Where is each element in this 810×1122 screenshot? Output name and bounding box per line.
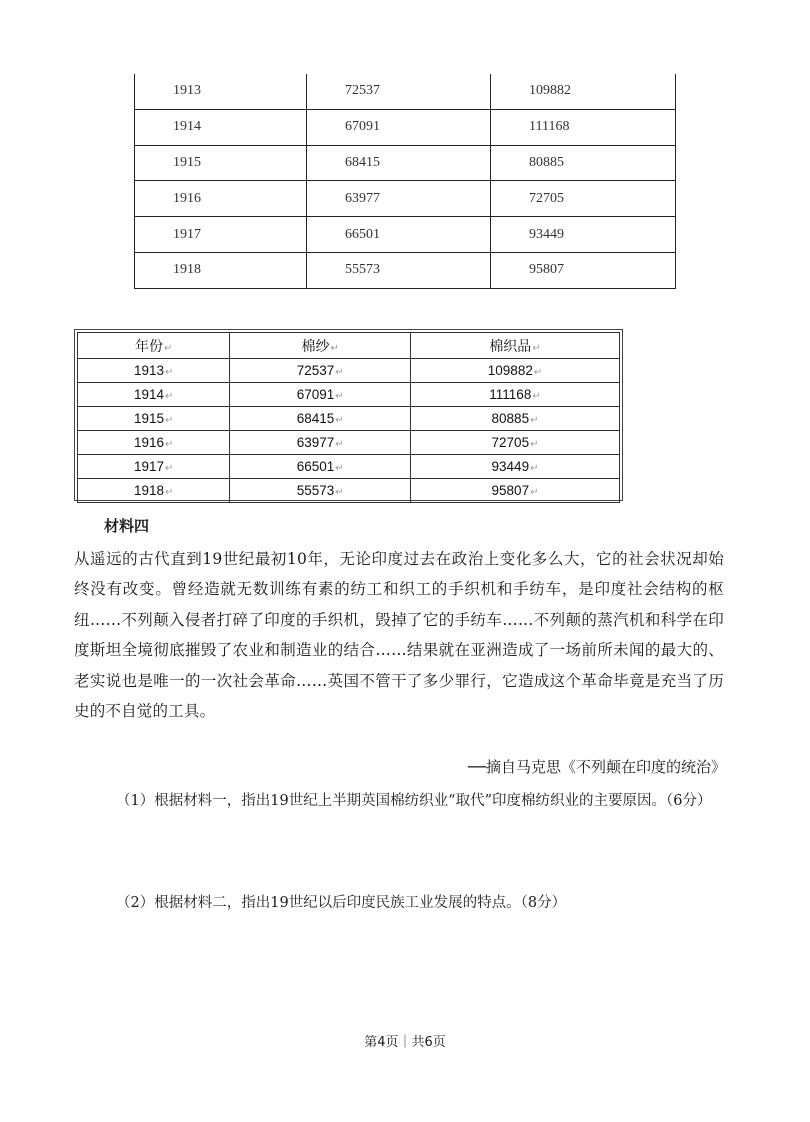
table-cell-value: 72705 bbox=[491, 435, 530, 450]
table-cell bbox=[78, 359, 230, 383]
table-cell bbox=[78, 455, 230, 479]
table-cell-value: 1916 bbox=[133, 435, 165, 450]
paragraph-mark-icon: ↵ bbox=[330, 342, 339, 354]
table-cell bbox=[78, 407, 230, 431]
table-cell-value: 67091 bbox=[296, 387, 335, 402]
paragraph-mark-icon: ↵ bbox=[163, 342, 173, 354]
table-row bbox=[135, 217, 676, 253]
table-cell: 95807 bbox=[491, 252, 676, 288]
table-cell: 1915 bbox=[135, 145, 307, 181]
table-row bbox=[135, 74, 676, 109]
table-cell bbox=[230, 455, 411, 479]
table-cell bbox=[78, 479, 230, 503]
cotton-data-table-2-frame bbox=[74, 329, 623, 501]
table-header-label: 棉纱 bbox=[301, 337, 330, 354]
table-cell-value: 63977 bbox=[296, 435, 335, 450]
page-footer: 第4页｜共6页 bbox=[364, 1035, 446, 1050]
table-header-cell bbox=[230, 333, 411, 359]
table-cell bbox=[230, 407, 411, 431]
table-cell: 1913 bbox=[135, 74, 307, 109]
table-cell-value: 1918 bbox=[133, 483, 165, 498]
table-cell-value: 72537 bbox=[296, 363, 335, 378]
table-cell bbox=[78, 383, 230, 407]
paragraph-mark-icon: ↵ bbox=[532, 342, 541, 354]
paragraph-mark-icon: ↵ bbox=[165, 367, 174, 378]
table-row bbox=[135, 145, 676, 181]
paragraph-mark-icon: ↵ bbox=[165, 391, 174, 402]
table-cell: 72537 bbox=[307, 74, 491, 109]
table-row bbox=[135, 181, 676, 217]
table-cell: 55573 bbox=[307, 252, 491, 288]
table-cell-value: 1917 bbox=[133, 459, 165, 474]
table-cell bbox=[230, 359, 411, 383]
paragraph-mark-icon: ↵ bbox=[532, 391, 541, 402]
table-cell-value: 95807 bbox=[491, 483, 530, 498]
paragraph-mark-icon: ↵ bbox=[335, 439, 344, 450]
table-cell: 66501 bbox=[307, 217, 491, 253]
paragraph-mark-icon: ↵ bbox=[335, 391, 344, 402]
table-cell: 80885 bbox=[491, 145, 676, 181]
table-cell-value: 1913 bbox=[133, 363, 165, 378]
table-cell bbox=[411, 383, 620, 407]
paragraph-mark-icon: ↵ bbox=[165, 439, 174, 450]
material-four-text: 从遥远的古代直到19世纪最初10年，无论印度过去在政治上变化多么大，它的社会状况却始终没有改变。曾经造就无数训练有素的纺工和织工的手织机和手纺车，是印度社会结构的枢纽……不列颠入侵者打碎了印度的手织机，毁掉了它的手纺车……不列颠的蒸汽机和科学在印度斯坦全境彻底摧毁了农业和制造业的结合……结果就在亚洲造成了一场前所未闻的最大的、老实说也是唯一的一次社会革命……英国不管干了多少罪行，它造成这个革命毕竟是充当了历史的不自觉的工具。 bbox=[74, 550, 724, 721]
paragraph-mark-icon: ↵ bbox=[335, 415, 344, 426]
paragraph-mark-icon: ↵ bbox=[165, 415, 174, 426]
table-cell-value: 1915 bbox=[133, 411, 165, 426]
table-cell bbox=[411, 431, 620, 455]
material-four-title: 材料四 bbox=[104, 517, 150, 535]
table-cell bbox=[411, 479, 620, 503]
table-cell-value: 55573 bbox=[296, 483, 335, 498]
table-row bbox=[78, 359, 620, 383]
paragraph-mark-icon: ↵ bbox=[165, 487, 174, 498]
table-cell-value: 66501 bbox=[296, 459, 335, 474]
table-cell-value: 93449 bbox=[491, 459, 530, 474]
paragraph-mark-icon: ↵ bbox=[165, 463, 174, 474]
table-row bbox=[78, 455, 620, 479]
table-header-label: 棉织品 bbox=[489, 337, 532, 354]
table-row bbox=[78, 407, 620, 431]
table-row bbox=[78, 383, 620, 407]
table-cell bbox=[230, 479, 411, 503]
table-cell: 63977 bbox=[307, 181, 491, 217]
table-cell-value: 111168 bbox=[489, 387, 532, 402]
table-header-cell bbox=[411, 333, 620, 359]
table-cell: 72705 bbox=[491, 181, 676, 217]
table-cell: 68415 bbox=[307, 145, 491, 181]
paragraph-mark-icon: ↵ bbox=[335, 463, 344, 474]
table-cell: 111168 bbox=[491, 109, 676, 145]
table-cell bbox=[78, 431, 230, 455]
table-cell bbox=[230, 383, 411, 407]
question-2: （2）根据材料二，指出19世纪以后印度民族工业发展的特点。（8分） bbox=[116, 895, 567, 911]
table-cell bbox=[411, 407, 620, 431]
paragraph-mark-icon: ↵ bbox=[530, 487, 539, 498]
table-cell bbox=[411, 455, 620, 479]
table-header-label: 年份 bbox=[134, 337, 163, 354]
table-cell: 1914 bbox=[135, 109, 307, 145]
material-four-source: ──摘自马克思《不列颠在印度的统治》 bbox=[467, 758, 726, 776]
question-1: （1）根据材料一，指出19世纪上半期英国棉纺织业“取代”印度棉纺织业的主要原因。（6分） bbox=[116, 793, 712, 809]
table-row bbox=[135, 109, 676, 145]
cotton-data-table-1 bbox=[134, 74, 676, 289]
table-row bbox=[78, 479, 620, 503]
table-cell bbox=[230, 431, 411, 455]
table-cell bbox=[411, 359, 620, 383]
table-cell: 1918 bbox=[135, 252, 307, 288]
paragraph-mark-icon: ↵ bbox=[530, 439, 539, 450]
paragraph-mark-icon: ↵ bbox=[530, 415, 539, 426]
table-cell-value: 80885 bbox=[491, 411, 530, 426]
table-cell: 1916 bbox=[135, 181, 307, 217]
table-cell: 1917 bbox=[135, 217, 307, 253]
table-cell-value: 1914 bbox=[133, 387, 165, 402]
table-cell: 67091 bbox=[307, 109, 491, 145]
table-row bbox=[78, 431, 620, 455]
paragraph-mark-icon: ↵ bbox=[533, 367, 543, 378]
cotton-data-table-2 bbox=[77, 332, 620, 503]
table-row bbox=[135, 252, 676, 288]
table-cell: 109882 bbox=[491, 74, 676, 109]
paragraph-mark-icon: ↵ bbox=[335, 367, 344, 378]
table-cell-value: 68415 bbox=[296, 411, 335, 426]
paragraph-mark-icon: ↵ bbox=[530, 463, 539, 474]
table-cell-value: 109882 bbox=[487, 363, 533, 378]
table-cell: 93449 bbox=[491, 217, 676, 253]
table-header-cell bbox=[78, 333, 230, 359]
paragraph-mark-icon: ↵ bbox=[335, 487, 344, 498]
